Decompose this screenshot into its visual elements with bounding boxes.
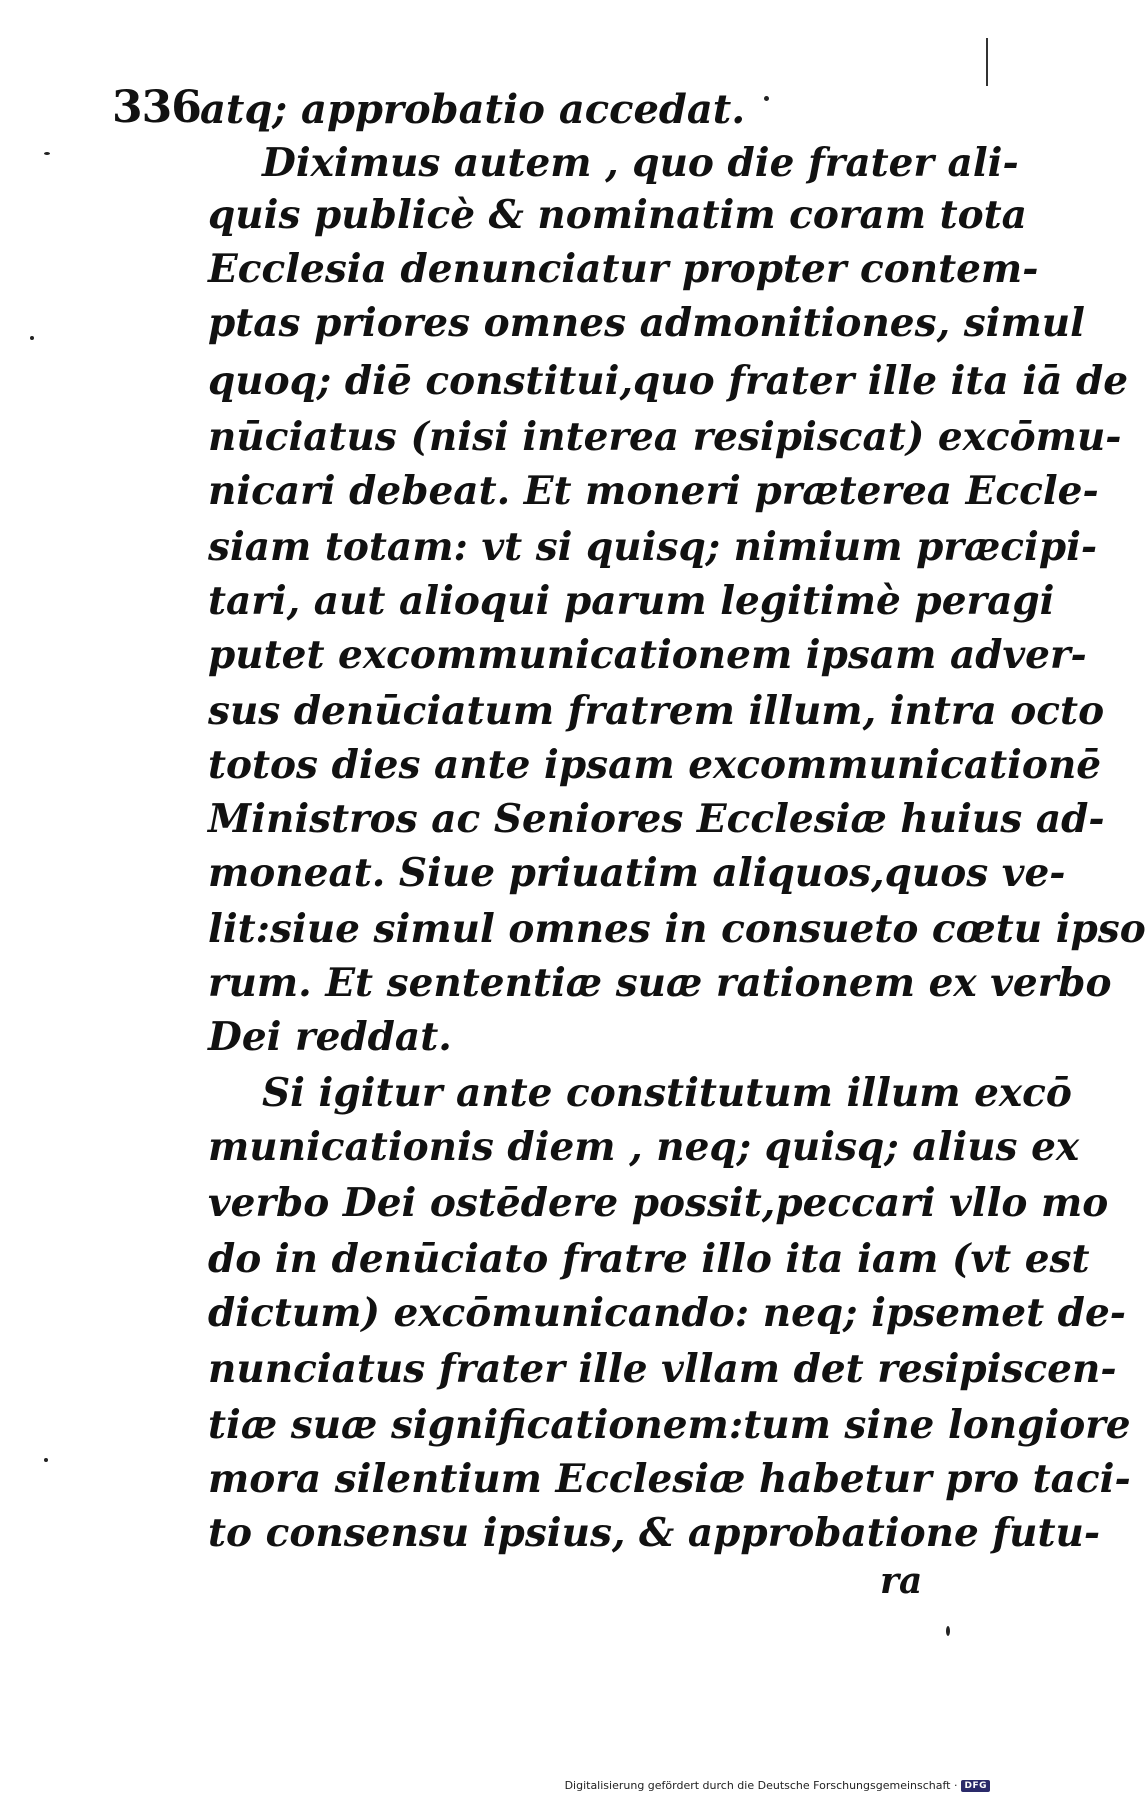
ink-speck xyxy=(44,152,50,155)
text-line: Diximus autem , quo die frater ali- xyxy=(262,140,1019,186)
text-line: putet excommunicationem ipsam adver- xyxy=(208,632,1087,678)
ink-speck xyxy=(946,1626,950,1636)
text-line: dictum) excōmunicando: neq; ipsemet de- xyxy=(208,1290,1126,1336)
text-line: municationis diem , neq; quisq; alius ex xyxy=(208,1124,1080,1170)
dfg-logo-icon: DFG xyxy=(961,1780,990,1792)
text-line: totos dies ante ipsam excommunicationē xyxy=(208,742,1102,788)
text-line: do in denūciato fratre illo ita iam (vt est xyxy=(208,1236,1090,1282)
page-number: 336 xyxy=(112,82,201,133)
text-line: rum. Et sententiæ suæ rationem ex verbo xyxy=(208,960,1112,1006)
text-line: nūciatus (nisi interea resipiscat) excōmu- xyxy=(208,414,1122,460)
ink-speck xyxy=(764,96,769,101)
catchword: ra xyxy=(880,1560,923,1602)
text-line: Dei reddat. xyxy=(208,1014,452,1060)
footer-credit: Digitalisierung gefördert durch die Deutsche Forschungsgemeinschaft · xyxy=(564,1779,958,1792)
text-line: mora silentium Ecclesiæ habetur pro taci- xyxy=(208,1456,1131,1502)
text-line: sus denūciatum fratrem illum, intra octo xyxy=(208,688,1105,734)
text-line: Ministros ac Seniores Ecclesiæ huius ad- xyxy=(208,796,1105,842)
text-line: nicari debeat. Et moneri præterea Eccle- xyxy=(208,468,1099,514)
text-line: quoq; diē constitui,quo frater ille ita iā de xyxy=(208,358,1129,404)
text-line: tari, aut alioqui parum legitimè peragi xyxy=(208,578,1055,624)
digitization-footer xyxy=(565,1779,990,1792)
text-line: Ecclesia denunciatur propter contem- xyxy=(208,246,1039,292)
ink-speck xyxy=(30,336,34,340)
text-line: to consensu ipsius, & approbatione futu- xyxy=(208,1510,1101,1556)
text-line: siam totam: vt si quisq; nimium præcipi- xyxy=(208,524,1098,570)
text-line: ptas priores omnes admonitiones, simul xyxy=(208,300,1085,346)
text-line: Si igitur ante constitutum illum excō xyxy=(262,1070,1072,1116)
text-line: tiæ suæ significationem:tum sine longiore xyxy=(208,1402,1131,1448)
text-line: quis publicè & nominatim coram tota xyxy=(208,192,1027,238)
running-line: atq; approbatio accedat. xyxy=(200,86,746,133)
text-line: moneat. Siue priuatim aliquos,quos ve- xyxy=(208,850,1066,896)
text-line: verbo Dei ostēdere possit,peccari vllo mo xyxy=(208,1180,1109,1226)
text-line: lit:siue simul omnes in consueto cœtu ipso xyxy=(208,906,1146,952)
scan-edge-mark xyxy=(986,38,988,86)
ink-speck xyxy=(44,1458,48,1462)
text-line: nunciatus frater ille vllam det resipiscen- xyxy=(208,1346,1117,1392)
